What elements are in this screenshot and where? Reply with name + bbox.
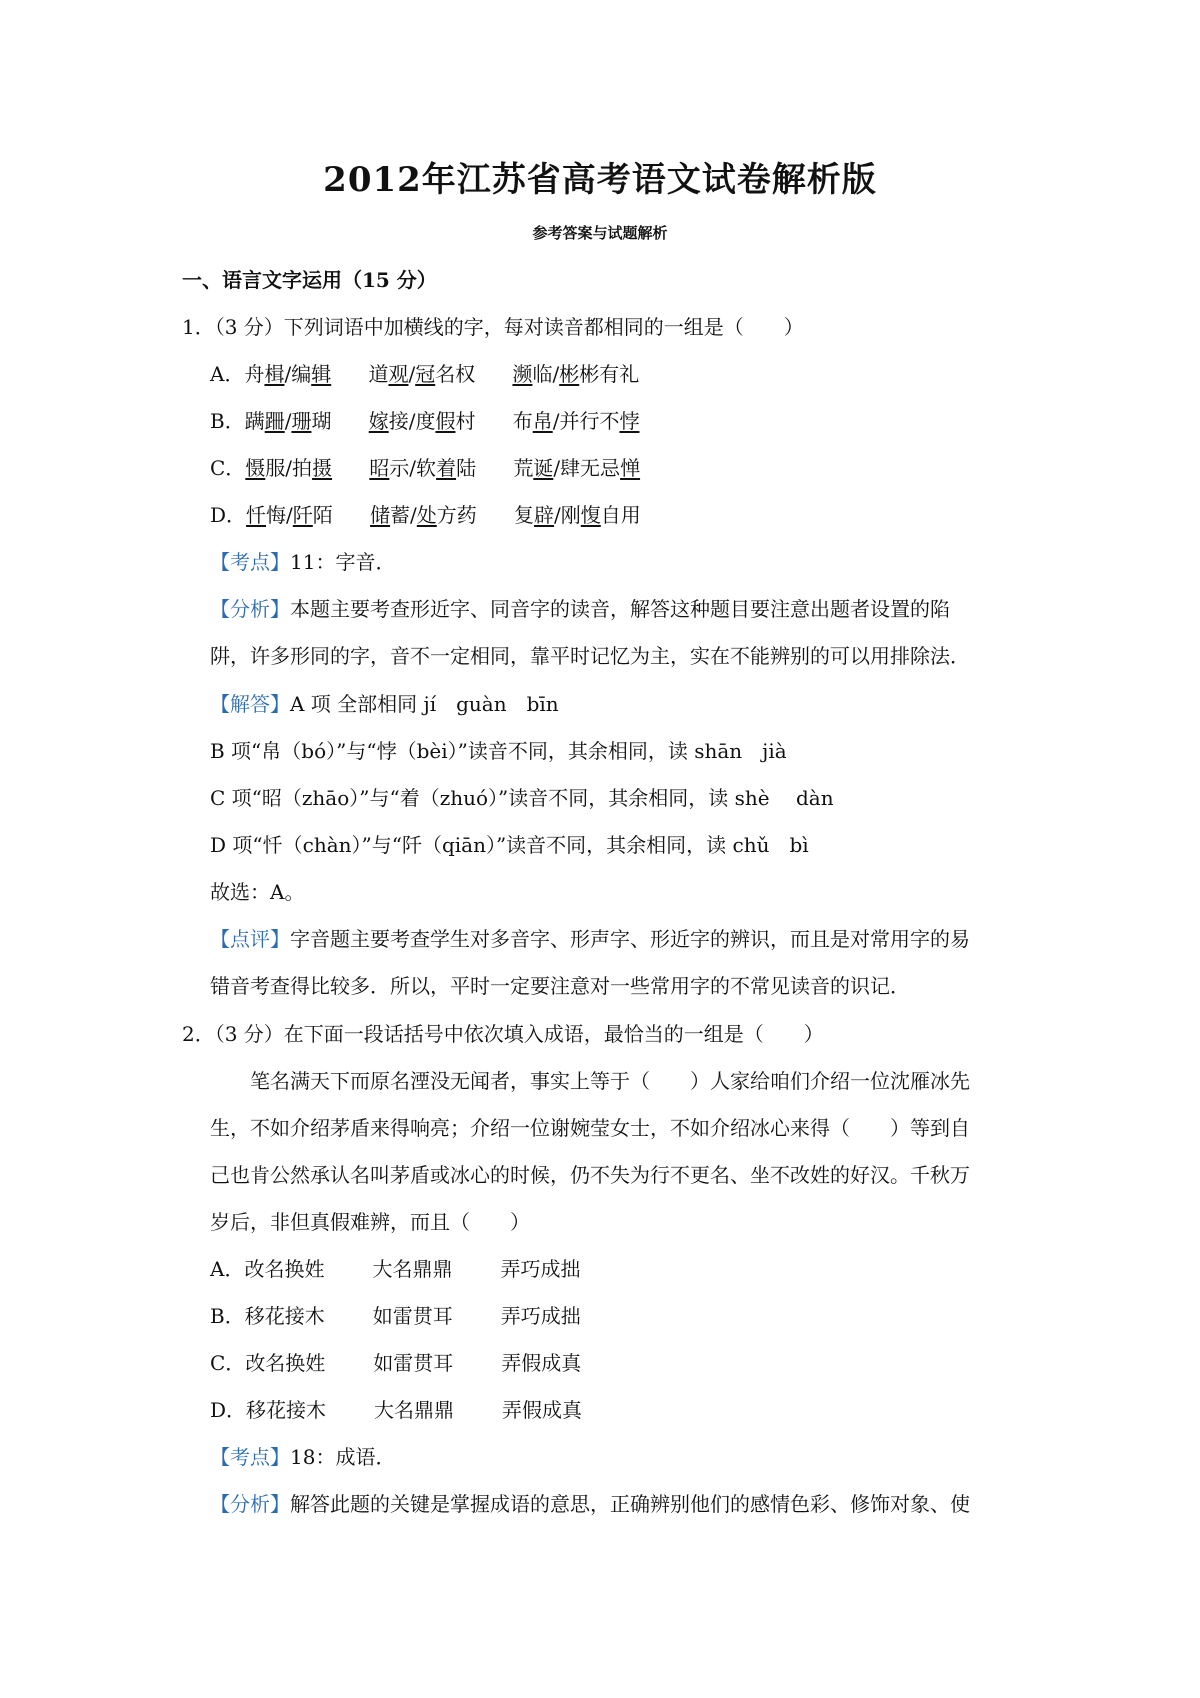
option-col-3: 荒诞/肆无忌惮 xyxy=(513,456,641,480)
fenxi-text: 解答此题的关键是掌握成语的意思，正确辨别他们的感情色彩、修饰对象、使 xyxy=(290,1492,970,1516)
q2-fenxi-line-1 xyxy=(210,1490,970,1518)
q2-option-d xyxy=(210,1396,582,1424)
option-label: A． xyxy=(210,1257,245,1281)
question-2-stem: 2．（3 分）在下面一段话括号中依次填入成语，最恰当的一组是（ ） xyxy=(182,1022,824,1046)
option-col-1: 改名换姓 xyxy=(244,1257,325,1281)
q1-kaodian xyxy=(210,548,395,576)
q1-jieda-line-2: B 项“帛（bó）”与“悖（bèi）”读音不同，其余相同，读 shān jià xyxy=(210,739,787,763)
option-col-1: 移花接木 xyxy=(246,1398,327,1422)
option-col-3: 布帛/并行不悖 xyxy=(512,409,640,433)
option-col-2: 道观/冠名权 xyxy=(368,362,476,386)
q2-option-b xyxy=(210,1302,581,1330)
option-label: D． xyxy=(210,503,247,527)
option-col-2: 大名鼎鼎 xyxy=(374,1398,455,1422)
option-col-2: 昭示/软着陆 xyxy=(369,456,477,480)
q1-option-d xyxy=(210,501,641,529)
dianping-text: 字音题主要考查学生对多音字、形声字、形近字的辨识，而且是对常用字的易 xyxy=(290,927,970,951)
option-label: C． xyxy=(210,1351,246,1375)
option-col-2: 大名鼎鼎 xyxy=(372,1257,453,1281)
fenxi-tag: 【分析】 xyxy=(210,597,290,621)
question-1-stem: 1．（3 分）下列词语中加横线的字，每对读音都相同的一组是（ ） xyxy=(182,315,804,339)
option-col-3: 濒临/彬彬有礼 xyxy=(512,362,640,386)
q1-jieda-line-4: D 项“忏（chàn）”与“阡（qiān）”读音不同，其余相同，读 chǔ bì xyxy=(210,833,809,857)
option-label: C． xyxy=(210,456,246,480)
kaodian-tag: 【考点】 xyxy=(210,1445,290,1469)
fenxi-text: 本题主要考查形近字、同音字的读音，解答这种题目要注意出题者设置的陷 xyxy=(290,597,950,621)
option-label: B． xyxy=(210,1304,245,1328)
q1-dianping-line-1 xyxy=(210,925,970,953)
option-col-1: 蹒跚/珊瑚 xyxy=(244,409,332,433)
q1-fenxi-line-2: 阱，许多形同的字，音不一定相同，靠平时记忆为主，实在不能辨别的可以用排除法． xyxy=(210,644,970,668)
page-subtitle: 参考答案与试题解析 xyxy=(532,224,668,242)
q1-option-c xyxy=(210,454,640,482)
section-heading: 一、语言文字运用（15 分） xyxy=(182,268,437,292)
option-label: D． xyxy=(210,1398,247,1422)
option-col-1: 慑服/拍摄 xyxy=(245,456,333,480)
q2-passage-line-4: 岁后，非但真假难辨，而且（ ） xyxy=(210,1210,530,1234)
q1-dianping-line-2: 错音考查得比较多．所以，平时一定要注意对一些常用字的不常见读音的识记． xyxy=(210,974,910,998)
option-col-2: 储蓄/处方药 xyxy=(370,503,477,527)
option-col-1: 忏悔/阡陌 xyxy=(246,503,333,527)
q1-option-a xyxy=(210,360,639,388)
q2-passage-line-1: 笔名满天下而原名湮没无闻者，事实上等于（ ）人家给咱们介绍一位沈雁冰先 xyxy=(250,1069,970,1093)
q1-jieda-line-1 xyxy=(210,690,559,718)
option-label: B． xyxy=(210,409,245,433)
kaodian-text: 11：字音． xyxy=(290,550,396,574)
option-col-3: 弄巧成拙 xyxy=(500,1257,581,1281)
page-title: 2012年江苏省高考语文试卷解析版 xyxy=(323,160,877,200)
q1-jieda-line-3: C 项“昭（zhāo）”与“着（zhuó）”读音不同，其余相同，读 shè dàn xyxy=(210,786,834,810)
q1-answer: 故选：A。 xyxy=(210,880,305,904)
option-col-2: 如雷贯耳 xyxy=(372,1304,453,1328)
option-col-1: 移花接木 xyxy=(244,1304,325,1328)
q1-fenxi-line-1 xyxy=(210,595,950,623)
kaodian-tag: 【考点】 xyxy=(210,550,290,574)
q2-kaodian xyxy=(210,1443,395,1471)
option-col-2: 如雷贯耳 xyxy=(373,1351,454,1375)
option-col-3: 弄假成真 xyxy=(502,1398,583,1422)
option-col-3: 弄假成真 xyxy=(501,1351,582,1375)
option-col-1: 改名换姓 xyxy=(245,1351,326,1375)
q2-passage-line-2: 生，不如介绍茅盾来得响亮；介绍一位谢婉莹女士，不如介绍冰心来得（ ）等到自 xyxy=(210,1116,970,1140)
jieda-tag: 【解答】 xyxy=(210,692,290,716)
q2-passage-line-3: 己也肯公然承认名叫茅盾或冰心的时候，仍不失为行不更名、坐不改姓的好汉。千秋万 xyxy=(210,1163,970,1187)
dianping-tag: 【点评】 xyxy=(210,927,290,951)
option-col-2: 嫁接/度假村 xyxy=(368,409,476,433)
option-col-1: 舟楫/编辑 xyxy=(244,362,332,386)
option-label: A． xyxy=(210,362,245,386)
option-col-3: 弄巧成拙 xyxy=(500,1304,581,1328)
kaodian-text: 18：成语． xyxy=(290,1445,396,1469)
q2-option-a xyxy=(210,1255,580,1283)
q2-option-c xyxy=(210,1349,581,1377)
option-col-3: 复辟/刚愎自用 xyxy=(514,503,641,527)
jieda-text: A 项 全部相同 jí guàn bīn xyxy=(290,692,559,716)
fenxi-tag: 【分析】 xyxy=(210,1492,290,1516)
q1-option-b xyxy=(210,407,639,435)
